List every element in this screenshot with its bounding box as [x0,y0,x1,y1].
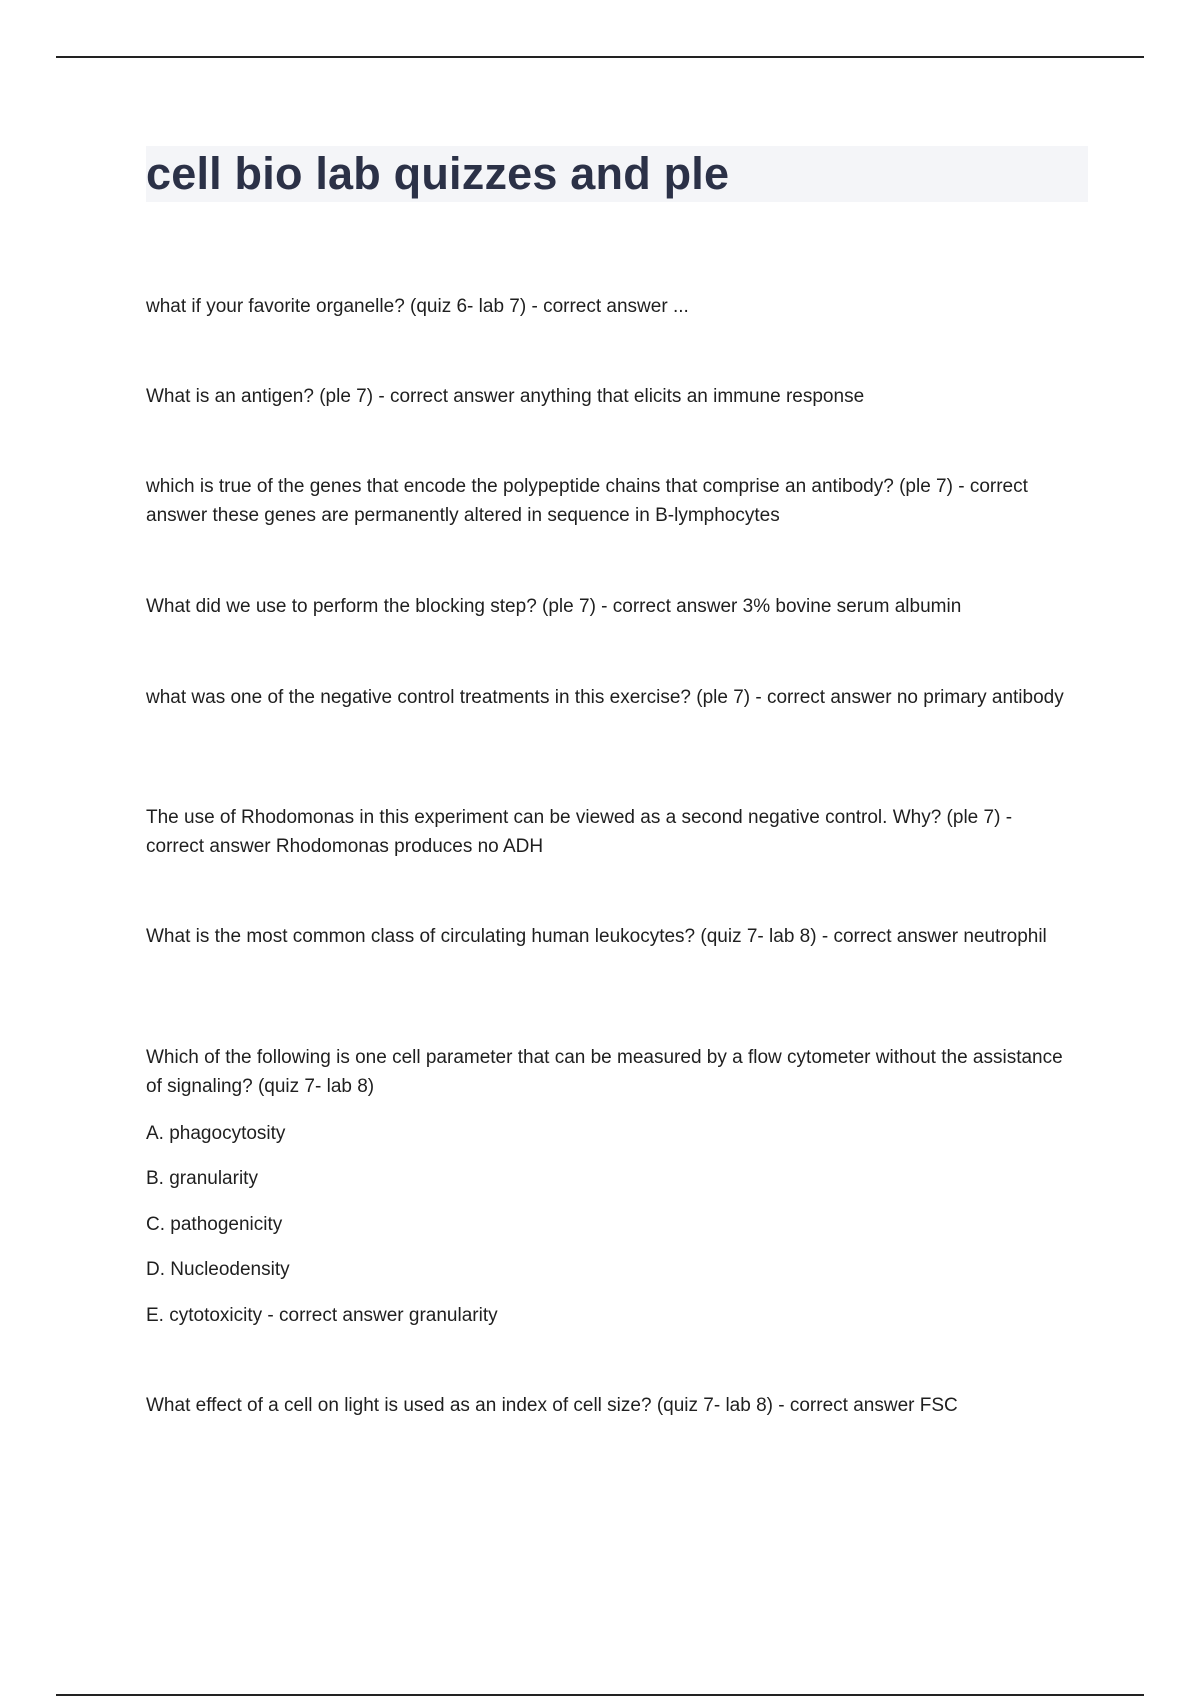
qa-item-4: What did we use to perform the blocking step? (ple 7) - correct answer 3% bovine serum albumin [146,596,962,617]
option-e: E. cytotoxicity - correct answer granularity [146,1305,498,1326]
option-c: C. pathogenicity [146,1214,283,1235]
qa-item-2: What is an antigen? (ple 7) - correct answer anything that elicits an immune response [146,386,865,407]
qa-item-3: which is true of the genes that encode the polypeptide chains that comprise an antibody? (ple 7) - correct answer these genes are permanently altered in sequence in B-lymphocytes [146,476,1028,526]
qa-item-7: What is the most common class of circulating human leukocytes? (quiz 7- lab 8) - correct answer neutrophil [146,926,1047,947]
qa-item-6: The use of Rhodomonas in this experiment can be viewed as a second negative control. Why? (ple 7) - correct answer Rhodomonas produces no ADH [146,807,1013,857]
qa-item-1: what if your favorite organelle? (quiz 6- lab 7) - correct answer ... [146,296,689,317]
option-b: B. granularity [146,1168,258,1189]
qa-item-9: What effect of a cell on light is used as an index of cell size? (quiz 7- lab 8) - correct answer FSC [146,1395,958,1416]
qa-item-5: what was one of the negative control treatments in this exercise? (ple 7) - correct answer no primary antibody [146,687,1064,708]
qa-item-8: Which of the following is one cell parameter that can be measured by a flow cytometer without the assistance of signaling? (quiz 7- lab 8) [146,1047,1063,1097]
top-rule [56,56,1144,58]
option-a: A. phagocytosity [146,1123,286,1144]
document-title: cell bio lab quizzes and ple [146,148,730,199]
option-d: D. Nucleodensity [146,1259,290,1280]
bottom-rule [56,1694,1144,1696]
